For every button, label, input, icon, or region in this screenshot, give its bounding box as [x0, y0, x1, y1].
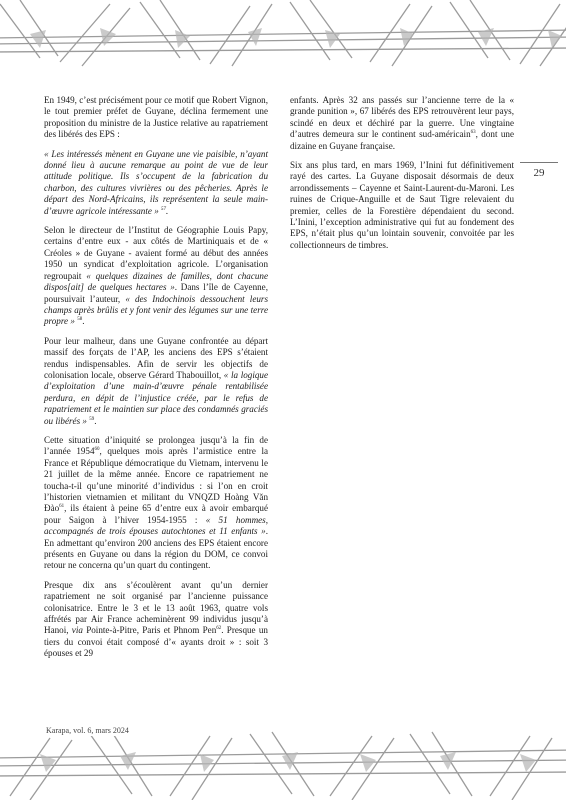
paragraph-text: En 1949, c’est précisément pour ce motif que Robert Vignon, le tout premier préfet de Guyane, déclina fermement une proposition du ministre de la Justice relative au rapatriement des libérés des EPS : — [44, 95, 268, 140]
paragraph-text: , ils étaient à peine 65 d’entre eux à avoir embarqué pour Saigon à l’hiver 1954-1955 : — [44, 503, 268, 525]
paragraph-text: Selon le directeur de l’Institut de Géographie Louis Papy, certains d’entre eux - aux côtés de Martiniquais et de « Créoles » de Guyane - avaient formé au début des années 1950 un syndicat d’exploitation agricole. L’organisation regroupait — [44, 225, 268, 281]
page-number: 29 — [520, 162, 558, 179]
paragraph-1 — [44, 95, 268, 141]
top-pattern-graphic — [0, 0, 566, 70]
inline-italic: via — [71, 625, 83, 636]
quote-text: « Les intéressés mènent en Guyane une vie paisible, n’ayant donné lieu à aucune remarque au point de vue de leur attitude politique. Ils s’occupent de la fabrication du charbon, des cultures vivrières ou des pêcheries. Après le départ des Nord-Africains, ils représentent la seule main-d’œuvre agricole intéressante » — [44, 148, 268, 216]
inline-quote: « 51 hommes, accompagnés de trois épouses autochtones et 11 enfants » — [44, 514, 268, 537]
footnote-ref: 58 — [77, 317, 83, 323]
paragraph-text: Pour leur malheur, dans une Guyane confrontée au départ massif des forçats de l’AP, les anciens des EPS s’étaient rendus indispensables. Afin de servir les objectifs de colonisation locale, observe Gérard Thabouillot, — [44, 335, 268, 380]
paragraph-7 — [290, 160, 514, 251]
top-decorative-band — [0, 0, 566, 70]
inline-quote: « des Indochinois dessouchent leurs champs après brûlis et y font venir des légumes sur une terre propre » — [44, 293, 268, 327]
paragraph-text: enfants. Après 32 ans passés sur l’ancienne terre de la « grande punition », 67 libérés des EPS retrouvèrent leur pays, scindé en deux et déchiré par la guerre. Une vingtaine d’autres demeura sur le continent sud-américain — [290, 95, 514, 140]
paragraph-3: Pour leur malheur, dans une Guyane confrontée au départ massif des forçats de l’AP, les anciens des EPS s’étaient rendus indispensables. Afin de servir les objectifs de colonisation locale, observe Gérard Thabouillot, « la logique d’exploitation d’une main-d’œuvre pénale rentabilisée perdura, en dépit de l’injustice créée, par le refus de rapatriement et le maintien sur place des condamnés graciés ou libérés » $^{59}$. — [44, 335, 268, 426]
paragraph-text: , quelques mois après l’armistice entre la France et République démocratique du Vietnam, intervenu le 21 juillet de la même année. Encore ce rapatriement ne toucha-t-il qu’une minorité d’individus : si l’on en croit l’historien vietnamien et militant du VNQZD Hoàng Văn Đào — [44, 446, 269, 514]
paragraph-text: , dont une dizaine en Guyane française. — [290, 129, 514, 151]
block-quote-1: « Les intéressés mènent en Guyane une vie paisible, n’ayant donné lieu à aucune remarque au point de vue de leur attitude politique. Ils s’occupent de la fabrication du charbon, des cultures vivrières ou des pêcheries. Après le départ des Nord-Africains, ils représentent la seule main-d’œuvre agricole intéressante » $^{57}$. — [44, 148, 268, 216]
inline-quote: « la logique d’exploitation d’une main-d’œuvre pénale rentabilisée perdura, en dépit de l’injustice créée, par le refus de rapatriement et le maintien sur place des condamnés graciés ou libérés » — [44, 369, 268, 426]
paragraph-2: Selon le directeur de l’Institut de Géographie Louis Papy, certains d’entre eux - aux côtés de Martiniquais et de « Créoles » de Guyane - avaient formé au début des années 1950 un syndicat d’exploitation agricole. L’organisation regroupait « quelques dizaines de familles, dont chacune dispos[ait] de quelques hectares ». Dans l’île de Cayenne, poursuivait l’auteur, « des Indochinois dessouchent leurs champs après brûlis et y font venir des légumes sur une terre propre » $^{58}$. — [44, 225, 269, 327]
bottom-decorative-band — [0, 730, 566, 800]
footnote-ref: 57 — [161, 206, 167, 212]
paragraph-6 — [290, 95, 514, 152]
paragraph-text: Cette situation d’iniquité se prolongea jusqu’à la fin de l’année 1954 — [44, 434, 268, 457]
paragraph-text: Six ans plus tard, en mars 1969, l’Inini fut définitivement rayé des cartes. La Guyane disposait désormais de deux arrondissements – Cayenne et Saint-Laurent-du-Maroni. Les ruines de Crique-Anguille et de Saut Tigre relevaient du premier, celles de la Forestière dépendaient du second. L’Inini, l’exception administrative qui fut au fondement des EPS, n’était plus qu’un lointain souvenir, convoitée par les collectionneurs de timbres. — [290, 160, 514, 250]
left-column — [44, 95, 268, 720]
inline-quote: « quelques dizaines de familles, dont chacune dispos[ait] de quelques hectares » — [44, 270, 269, 293]
footnote-ref: 62 — [216, 626, 222, 632]
paragraph-text: . Presque un tiers du convoi était composé d’« ayants droit » : soit 3 épouses et 29 — [44, 625, 268, 659]
paragraph-text: Pointe-à-Pitre, Paris et Phnom Pen — [86, 625, 217, 636]
paragraph-5 — [44, 580, 268, 660]
article-body — [44, 95, 514, 720]
footnote-ref: 63 — [470, 130, 476, 136]
journal-footer: Karapa, vol. 6, mars 2024 — [46, 726, 129, 735]
footnote-ref: 59 — [89, 416, 95, 422]
paragraph-4 — [44, 435, 268, 572]
footnote-ref: 61 — [59, 504, 65, 510]
footnote-ref: 60 — [94, 447, 100, 453]
paragraph-text: . Dans l’île de Cayenne, poursuivait l’auteur, — [44, 282, 268, 304]
right-column — [290, 95, 514, 720]
bottom-pattern-graphic — [0, 730, 566, 800]
paragraph-text: . En admettant qu’environ 200 anciens des EPS étaient encore présents en Guyane ou dans la région du DOM, ce convoi retour ne concerna qu’un quart du contingent. — [44, 526, 268, 571]
paragraph-text: Presque dix ans s’écoulèrent avant qu’un dernier rapatriement ne soit organisé par l’ancienne puissance colonisatrice. Entre le 3 et le 13 août 1963, quatre vols affrétés par Air France acheminèrent 99 individus jusqu’à Hanoi, — [44, 579, 268, 636]
